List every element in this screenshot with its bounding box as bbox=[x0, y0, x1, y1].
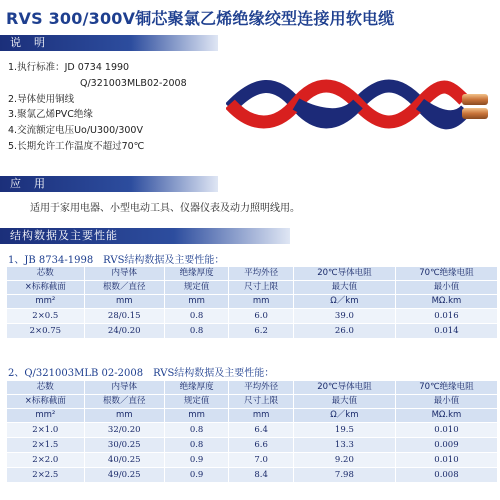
table1-caption: 1、JB 8734-1998 RVS结构数据及主要性能： bbox=[8, 255, 225, 266]
table2 bbox=[6, 380, 498, 483]
table-cell: 0.014 bbox=[395, 324, 497, 339]
table-cell: 6.4 bbox=[229, 423, 294, 438]
table-header: 平均外径 bbox=[229, 267, 294, 281]
spec-item: 5.长期允许工作温度不超过70℃ bbox=[8, 140, 145, 152]
table-header: 20℃导体电阻 bbox=[293, 267, 395, 281]
table-cell: 7.98 bbox=[293, 468, 395, 483]
table-cell: 6.2 bbox=[229, 324, 294, 339]
spec-list bbox=[8, 60, 187, 155]
table-header: 规定值 bbox=[164, 395, 229, 409]
table-row bbox=[7, 423, 498, 438]
table-unit: mm bbox=[229, 295, 294, 309]
table-cell: 2×2.0 bbox=[7, 453, 85, 468]
table-unit: Ω／km bbox=[293, 409, 395, 423]
table-header: 规定值 bbox=[164, 281, 229, 295]
application-text: 适用于家用电器、小型电动工具、仪器仪表及动力照明线用。 bbox=[30, 203, 300, 214]
table-cell: 0.009 bbox=[395, 438, 497, 453]
table-header: 绝缘厚度 bbox=[164, 267, 229, 281]
table-unit: mm bbox=[229, 409, 294, 423]
table-header: 70℃绝缘电阻 bbox=[395, 381, 497, 395]
table-header: 70℃绝缘电阻 bbox=[395, 267, 497, 281]
spec-item: 3.聚氯乙烯PVC绝缘 bbox=[8, 109, 93, 121]
table-cell: 0.8 bbox=[164, 438, 229, 453]
table-cell: 6.6 bbox=[229, 438, 294, 453]
table-cell: 0.9 bbox=[164, 468, 229, 483]
table-unit: mm bbox=[84, 295, 164, 309]
table-cell: 2×0.5 bbox=[7, 309, 85, 324]
table-cell: 9.20 bbox=[293, 453, 395, 468]
table-unit: Ω／km bbox=[293, 295, 395, 309]
table-row bbox=[7, 438, 498, 453]
table-cell: 0.9 bbox=[164, 453, 229, 468]
table-cell: 49/0.25 bbox=[84, 468, 164, 483]
table-row bbox=[7, 324, 498, 339]
table-header: ×标称截面 bbox=[7, 395, 85, 409]
table-row bbox=[7, 453, 498, 468]
cable-image bbox=[226, 70, 494, 140]
table-cell: 28/0.15 bbox=[84, 309, 164, 324]
table-cell: 0.010 bbox=[395, 453, 497, 468]
table-header: 根数／直径 bbox=[84, 281, 164, 295]
table-header: 芯数 bbox=[7, 381, 85, 395]
table-cell: 7.0 bbox=[229, 453, 294, 468]
table-cell: 2×2.5 bbox=[7, 468, 85, 483]
table-cell: 0.8 bbox=[164, 423, 229, 438]
table-row bbox=[7, 309, 498, 324]
table-cell: 6.0 bbox=[229, 309, 294, 324]
table-cell: 30/0.25 bbox=[84, 438, 164, 453]
table-cell: 0.8 bbox=[164, 309, 229, 324]
table-header: 最大值 bbox=[293, 395, 395, 409]
section-title-structure: 结构数据及主要性能 bbox=[10, 229, 118, 242]
section-bar-structure bbox=[0, 228, 290, 244]
table-header: 平均外径 bbox=[229, 381, 294, 395]
table-cell: 32/0.20 bbox=[84, 423, 164, 438]
table-header: 根数／直径 bbox=[84, 395, 164, 409]
page-title: RVS 300/300V铜芯聚氯乙烯绝缘绞型连接用软电缆 bbox=[6, 9, 395, 28]
table-header: 尺寸上限 bbox=[229, 395, 294, 409]
table-header: 尺寸上限 bbox=[229, 281, 294, 295]
table-header: 最小值 bbox=[395, 281, 497, 295]
table-cell: 0.008 bbox=[395, 468, 497, 483]
table-unit: mm² bbox=[7, 295, 85, 309]
table-header: 内导体 bbox=[84, 267, 164, 281]
table-cell: 2×0.75 bbox=[7, 324, 85, 339]
spec-item: 1.执行标准：JD 0734 1990 bbox=[8, 62, 130, 73]
table-header: 绝缘厚度 bbox=[164, 381, 229, 395]
table-unit: mm bbox=[84, 409, 164, 423]
table-cell: 24/0.20 bbox=[84, 324, 164, 339]
table-cell: 0.8 bbox=[164, 324, 229, 339]
table-cell: 39.0 bbox=[293, 309, 395, 324]
table-header: 20℃导体电阻 bbox=[293, 381, 395, 395]
table2-caption: 2、Q/321003MLB 02-2008 RVS结构数据及主要性能： bbox=[8, 368, 275, 379]
table-cell: 19.5 bbox=[293, 423, 395, 438]
table-cell: 2×1.5 bbox=[7, 438, 85, 453]
section-bar-application bbox=[0, 176, 218, 192]
table-header: 最小值 bbox=[395, 395, 497, 409]
table-header: 最大值 bbox=[293, 281, 395, 295]
table-header: 内导体 bbox=[84, 381, 164, 395]
table-cell: 13.3 bbox=[293, 438, 395, 453]
table-row bbox=[7, 468, 498, 483]
table-unit: mm bbox=[164, 295, 229, 309]
table-header: ×标称截面 bbox=[7, 281, 85, 295]
table-unit: MΩ.km bbox=[395, 295, 497, 309]
table-unit: mm bbox=[164, 409, 229, 423]
table1 bbox=[6, 266, 498, 339]
table-header: 芯数 bbox=[7, 267, 85, 281]
section-title-application: 应 用 bbox=[10, 177, 46, 190]
table-cell: 0.016 bbox=[395, 309, 497, 324]
spec-item: Q/321003MLB02-2008 bbox=[80, 77, 187, 89]
section-bar-description bbox=[0, 35, 218, 51]
table-cell: 26.0 bbox=[293, 324, 395, 339]
table-unit: mm² bbox=[7, 409, 85, 423]
spec-item: 4.交流额定电压Uo/U300/300V bbox=[8, 125, 143, 137]
spec-item: 2.导体使用铜线 bbox=[8, 93, 75, 105]
table-unit: MΩ.km bbox=[395, 409, 497, 423]
section-title-description: 说 明 bbox=[10, 36, 46, 49]
table-cell: 2×1.0 bbox=[7, 423, 85, 438]
table-cell: 8.4 bbox=[229, 468, 294, 483]
table-cell: 0.010 bbox=[395, 423, 497, 438]
table-cell: 40/0.25 bbox=[84, 453, 164, 468]
